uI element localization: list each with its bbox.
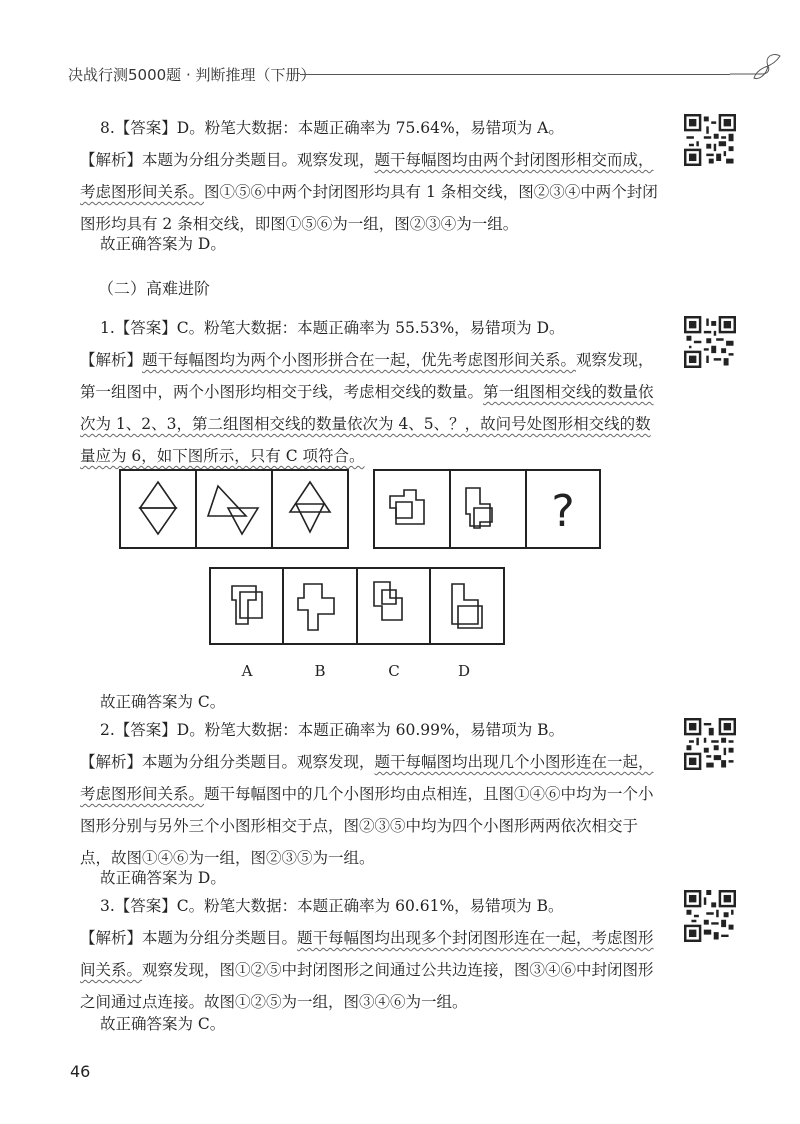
q3-analysis-body: 观察发现，图①②⑤中封闭图形之间通过公共边连接，图③④⑥中封闭图形之间通过点连接。故图①②⑤为一组，图③④⑥为一组。 <box>80 961 654 1011</box>
qr-code-icon[interactable] <box>684 718 736 770</box>
running-header <box>68 60 758 90</box>
book-title: 决战行测5000题 · 判断推理（下册） <box>68 66 316 84</box>
group1-frame <box>120 470 348 548</box>
q2-analysis-highlight: 题干每幅图均出现几个小图形连在一起，考虑图形间关系。 <box>80 753 654 803</box>
page-number: 46 <box>70 1062 91 1081</box>
q2-analysis-body: 题干每幅图中的几个小图形均由点相连，且图①④⑥中均为一个小图形分别与另外三个小图形相交于点，图②③⑤中均为四个小图形两两依次相交于点，故图①④⑥为一组，图②③⑤为一组。 <box>80 785 654 867</box>
option-label-b: B <box>314 662 326 680</box>
q1-conclusion: 故正确答案为 C。 <box>100 693 226 711</box>
question-mark: ? <box>551 486 575 537</box>
option-label-c: C <box>388 662 400 680</box>
header-rule <box>300 74 730 75</box>
qr-code-icon[interactable] <box>684 890 736 942</box>
figure-graphic <box>112 468 612 688</box>
q8-answer: 8.【答案】D。粉笔大数据：本题正确率为 75.64%，易错项为 A。 <box>100 119 564 137</box>
q1-answer: 1.【答案】C。粉笔大数据：本题正确率为 55.53%，易错项为 D。 <box>100 319 565 337</box>
q8-conclusion: 故正确答案为 D。 <box>100 235 226 253</box>
q1-analysis-body: 观察发现，第一组图中，两个小图形均相交于线，考虑相交线的数量。 <box>80 351 654 401</box>
q2-conclusion: 故正确答案为 D。 <box>100 869 226 887</box>
option-label-d: D <box>457 662 471 680</box>
qr-code-icon[interactable] <box>684 114 736 166</box>
sprout-icon <box>728 52 788 88</box>
q2-analysis <box>80 746 660 874</box>
q3-answer: 3.【答案】C。粉笔大数据：本题正确率为 60.61%，易错项为 B。 <box>100 897 564 915</box>
q1-analysis <box>80 344 660 472</box>
q1-analysis-label: 【解析】 <box>80 351 143 369</box>
q3-analysis-highlight: 题干每幅图均出现多个封闭图形连在一起，考虑图形间关系。 <box>80 929 654 979</box>
q2-answer: 2.【答案】D。粉笔大数据：本题正确率为 60.99%，易错项为 B。 <box>100 721 565 739</box>
q2-analysis-lead: 【解析】本题为分组分类题目。观察发现， <box>80 753 375 771</box>
q8-analysis-body: 图①⑤⑥中两个封闭图形均具有 1 条相交线，图②③④中两个封闭图形均具有 2 条相交线，即图①⑤⑥为一组，图②③④为一组。 <box>80 183 658 233</box>
option-label-a: A <box>241 662 253 680</box>
q8-analysis-lead: 【解析】本题为分组分类题目。观察发现， <box>80 151 375 169</box>
q3-analysis <box>80 922 660 1018</box>
q8-analysis-highlight: 题干每幅图均由两个封闭图形相交而成，考虑图形间关系。 <box>80 151 654 201</box>
section-title: （二）高难进阶 <box>98 279 211 298</box>
q1-analysis-highlight: 题干每幅图均为两个小图形拼合在一起，优先考虑图形间关系。 <box>142 351 577 369</box>
q3-analysis-lead: 【解析】本题为分组分类题目。 <box>80 929 298 947</box>
q8-analysis <box>80 144 660 240</box>
qr-code-icon[interactable] <box>684 316 736 368</box>
q1-analysis-counts: 第一组图相交线的数量依次为 1、2、3，第二组图相交线的数量依次为 4、5、？，故问号处图形相交线的数量应为 6，如下图所示，只有 C 项符合。 <box>80 383 654 465</box>
q3-conclusion: 故正确答案为 C。 <box>100 1015 226 1033</box>
